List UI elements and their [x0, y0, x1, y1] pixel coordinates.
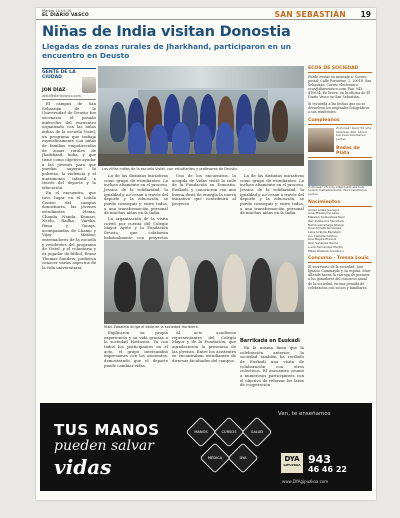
article-column-5 — [104, 331, 168, 401]
author-photo — [82, 77, 96, 93]
ad-badge — [227, 442, 258, 473]
photo-caption: Las niñas indias de la escuela Vistel, con estudiantes y profesores de Deusto. — [102, 167, 238, 171]
paragraph: La de las distintas iniciativas como grupo de estudiantes. La incluso altamente en el proceso. Jessica de la solidaridad, la igualdad y no cesan a través del deporte y la educación, se puede conseguir y, entre todos, a una transformación personal de muchas niñas en la India. — [104, 173, 168, 216]
section-tag: GENTE DE LA CIUDAD — [42, 68, 96, 80]
society-sidebar — [308, 66, 372, 398]
ad-badge — [185, 416, 216, 447]
list-item: Ander Aldaz Jauregui — [308, 207, 340, 212]
header-page-number: 19 — [360, 10, 371, 19]
paragraph: Uno de los encuentros, la acogida de Vidas visitó la sede de la Fundación en Donostia, Euskadi, y conocieron con una buena dosis de energía la nueva iniciativa que contribuirá al proyecto. — [172, 173, 236, 206]
newspaper-page — [36, 8, 376, 500]
author-name: JON DÍAZ — [42, 88, 66, 93]
birthday-photo — [308, 128, 334, 152]
article-column-3 — [172, 174, 236, 238]
paragraph: Explicaron su propia experiencia y su vida gracias a la sociedad Horitzera. Ya con todos los participantes en el acto, el grupo intercambió impresiones con los asistentes, demostrando que el deporte puede cambiar vidas. — [104, 330, 168, 368]
article-column-4 — [240, 174, 304, 238]
group-photo — [98, 66, 304, 166]
sidebar-note: Si recuerda a las fechas que no se devuelven los originales fotográficos a sus remitentes. — [308, 101, 370, 114]
header-left — [42, 9, 89, 18]
births-list — [308, 209, 372, 253]
ad-headline-3: vidas — [54, 455, 112, 479]
dya-advertisement[interactable] — [40, 403, 372, 491]
article-headline: Niñas de India visitan Donostia — [42, 24, 291, 40]
list-item: Mikel Olaizola Aranburu — [308, 248, 344, 253]
list-item: Lucía Fernández Martín — [308, 244, 343, 249]
photo-caption: Iñaki Zabaleta dirige el baile de la sociedad Horitzera. — [104, 325, 199, 329]
ad-phone — [308, 455, 347, 474]
paragraph: La de las distintas iniciativas como grupo de estudiantes. La incluso altamente en el proceso. Jessica de la solidaridad, la igualdad y no cesan a través del deporte y la educación, se puede conseguir y, entre todos, a una transformación personal de muchas niñas en la India. — [240, 173, 304, 216]
list-item: Oier Sarasola Ibarra — [308, 241, 338, 246]
ad-headline-2: pueden salvar — [54, 438, 154, 454]
ad-tagline: Ven, te enseñamos — [278, 411, 331, 417]
header-paper-name: EL DIARIO VASCO — [42, 12, 89, 18]
sidebar-contact: Puede enviar su mensaje a: Correo postal: Calle Portuetxe, 2. 20018. San Sebastián. Correo electrónico: ecos@diariovasco.com. Fax: 943 410034. En breve: en la oficina de El Diario Vasco en San Sebastián. — [308, 75, 372, 100]
paragraph: En el encuentro, que tuvo lugar en el Loiola Centro del campus donostiarra, las jóvenes estudiantes Hema, Chanda, Nandu, Kumari, Neelu, Radha, Varsha, Rima y Tanuja, acompañadas de Lhamo y Vijay Mathur, entrenadores de la escuela y residentes del programa de Vistel, y el voluntario y ex jugador de fútbol, Franz Thomas Sanders, pudieron conocer varios aspectos de la vida universitaria. — [42, 190, 96, 270]
list-item: Ane Mujika Etxaniz — [308, 237, 337, 242]
sidebar-title-contest: Concurso · Tressa Louis — [308, 256, 372, 263]
list-item: Leire Urkiola Beristain — [308, 229, 342, 234]
list-item: Unai Arrieta Gorostiza — [308, 226, 341, 231]
phone-prefix: 943 — [308, 453, 331, 466]
ad-badge-label: SALUD — [250, 430, 264, 434]
list-item: Jon Irazusta Galdos — [308, 233, 337, 238]
article-column-2 — [104, 174, 168, 238]
anniversary-caption: Zorionak! 25 urte elkarrekin eta beti bezain maitemindurik. Zure familiaren partez. — [308, 184, 367, 197]
paragraph: El campus de San Sebastián de la Universidad de Deusto fue escenario el pasado miércoles del encuentro organizado con las niñas indias de la escuela Vistel, un programa que trabaja específicamente con niñas de familias empobrecidas de zonas rurales de Jharkhand, India, y que tiene como objetivo ayudar a las jóvenes para que puedan superar la pobreza, la violencia y el matrimonio infantil a través del deporte y la educación. — [42, 101, 96, 190]
paragraph: En la misma línea que la celebración anterior, la sociedad también ha recibido de Euskadi una visita de colaboración con otros colectivos. El encuentro reunió a numerosos participantes con el objetivo de reforzar los lazos de cooperación. — [240, 345, 304, 388]
sidebar-title-anniversary: Bodas de Plata — [308, 146, 372, 158]
header-section: SAN SEBASTIÁN — [274, 10, 346, 19]
dya-logo — [281, 453, 303, 473]
sidebar-title-birthdays: Cumpleaños — [308, 118, 372, 125]
dance-photo — [104, 240, 304, 324]
phone-number: 46 46 22 — [308, 465, 347, 474]
birthday-caption: Zorionak! Gaur 50 urte betetzen ditu. Muxu bat zuen familiaren partez. — [336, 125, 372, 141]
article-subhead: Barrikada en Euskadi — [240, 338, 300, 344]
list-item: Iker Zubiaurre Mendiola — [308, 218, 344, 223]
sidebar-contest-text: El secretario de la sociedad, José Ignacio Caminayde y su esposa, Mari Allende hacen la entrega de premios a los ganadores del concurso anual de la sociedad, en una jornada de celebración con socios y familiares. — [308, 265, 371, 290]
ad-website-link[interactable]: www.DYAgipuzkoa.com — [282, 479, 329, 484]
ad-badge — [241, 416, 272, 447]
list-item: June Etxeberria Lasa — [308, 211, 339, 216]
list-item: Nahia Larrañaga Otaegi — [308, 222, 344, 227]
article-column-6 — [172, 331, 236, 401]
divider — [42, 99, 96, 100]
article-deck: Llegadas de zonas rurales de Jharkhand, participaron en un encuentro en Deusto — [42, 42, 292, 60]
page-header — [36, 8, 376, 20]
anniversary-photo — [308, 160, 372, 186]
ad-badge-label: CURSOS — [221, 430, 237, 434]
header-date: Martes 10.05.16 — [42, 9, 72, 13]
article-column-1 — [42, 102, 96, 402]
ad-badge — [199, 442, 230, 473]
sidebar-title-births: Nacimientos — [308, 200, 372, 207]
paragraph: Al acto acudieron representantes del Colegio Mayor y de la Fundación, que agradecieron la presencia de las jóvenes. Entre los asistentes se encontraban estudiantes de diversas facultades del campus. — [172, 330, 236, 363]
list-item: Maialen Goikoetxea Ruiz — [308, 215, 345, 220]
author-email: jdiaz@diariovasco.com — [42, 94, 81, 98]
paragraph: La organización de la visita corrió por cuenta del Colegio Mayor Ayete y la Fundación Deusto, que colaboran habitualmente con proyectos — [104, 215, 168, 240]
sidebar-title: ECOS DE SOCIEDAD — [308, 66, 372, 73]
logo-name: DYA — [284, 455, 300, 463]
logo-subtitle: GIPUZKOA — [283, 463, 301, 467]
ad-headline-1: TUS MANOS — [54, 421, 160, 439]
ad-badge-label: MÉDICA — [207, 456, 223, 460]
ad-badge-label: DYA — [239, 456, 247, 460]
ad-badge-label: MANOS — [194, 430, 208, 434]
ad-badge — [213, 416, 244, 447]
article-column-7 — [240, 346, 304, 401]
